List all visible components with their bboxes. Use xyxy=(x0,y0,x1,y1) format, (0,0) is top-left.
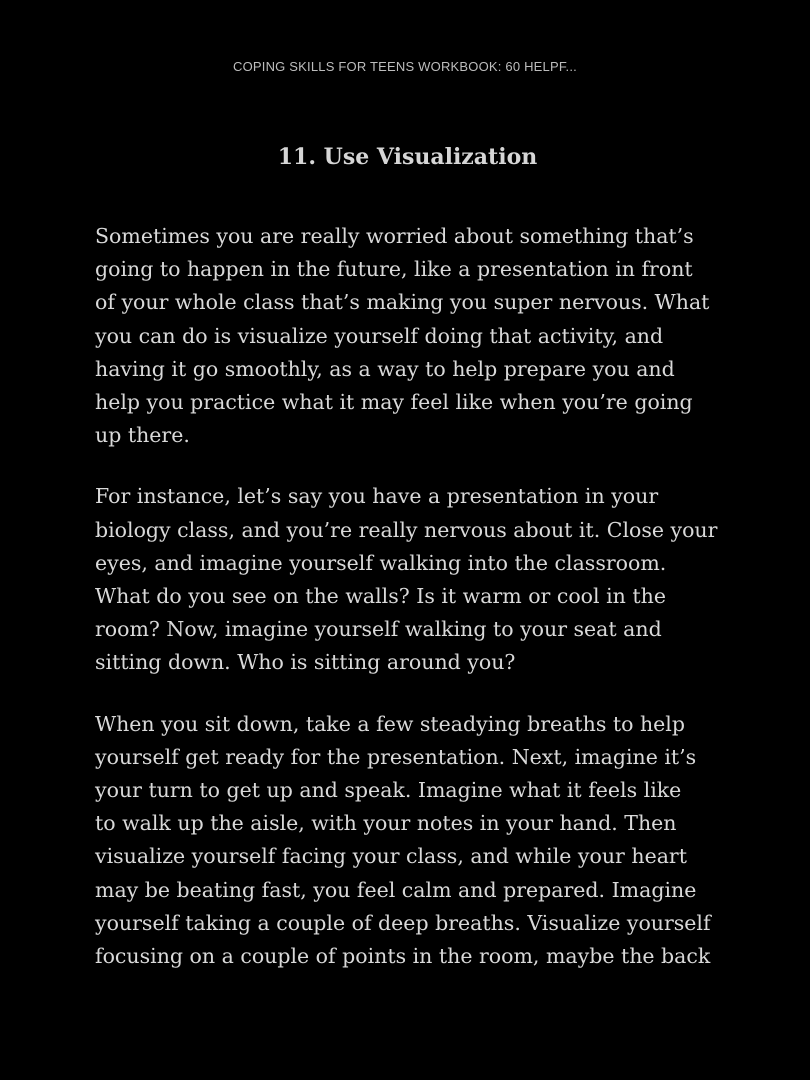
text-line: visualize yourself facing your class, and while your heart xyxy=(95,844,687,869)
text-line: your turn to get up and speak. Imagine what it feels like xyxy=(95,778,682,803)
text-line: having it go smoothly, as a way to help prepare you and xyxy=(95,356,675,381)
text-line: up there. xyxy=(95,423,190,448)
text-line: help you practice what it may feel like when you’re going xyxy=(95,390,693,415)
text-line: For instance, let’s say you have a presentation in your xyxy=(95,484,659,509)
text-line: you can do is visualize yourself doing that activity, and xyxy=(95,323,664,348)
text-line: yourself get ready for the presentation. Next, imagine it’s xyxy=(95,744,697,769)
text-line: biology class, and you’re really nervous about it. Close your xyxy=(95,517,718,542)
chapter-title: 11. Use Visualization xyxy=(277,144,538,170)
text-line: yourself taking a couple of deep breaths. Visualize yourself xyxy=(95,910,711,935)
text-line: room? Now, imagine yourself walking to your seat and xyxy=(95,617,662,642)
text-line: sitting down. Who is sitting around you? xyxy=(95,650,516,675)
text-line: going to happen in the future, like a presentation in front xyxy=(95,257,693,282)
text-line: When you sit down, take a few steadying breaths to help xyxy=(95,711,685,736)
text-line: Sometimes you are really worried about something that’s xyxy=(95,224,694,248)
body-paragraph xyxy=(95,480,720,679)
text-line: eyes, and imagine yourself walking into the classroom. xyxy=(95,550,667,575)
text-line: focusing on a couple of points in the room, maybe the back xyxy=(95,944,711,969)
reading-pane[interactable] xyxy=(95,138,720,1001)
running-head-book-title: COPING SKILLS FOR TEENS WORKBOOK: 60 HELPF... xyxy=(233,59,577,74)
text-line: What do you see on the walls? Is it warm or cool in the xyxy=(95,584,666,609)
body-paragraph xyxy=(95,708,720,974)
text-line: may be beating fast, you feel calm and prepared. Imagine xyxy=(95,877,697,902)
body-paragraph xyxy=(95,220,720,452)
text-line: to walk up the aisle, with your notes in your hand. Then xyxy=(95,811,677,836)
text-line: of your whole class that’s making you super nervous. What xyxy=(95,290,710,315)
